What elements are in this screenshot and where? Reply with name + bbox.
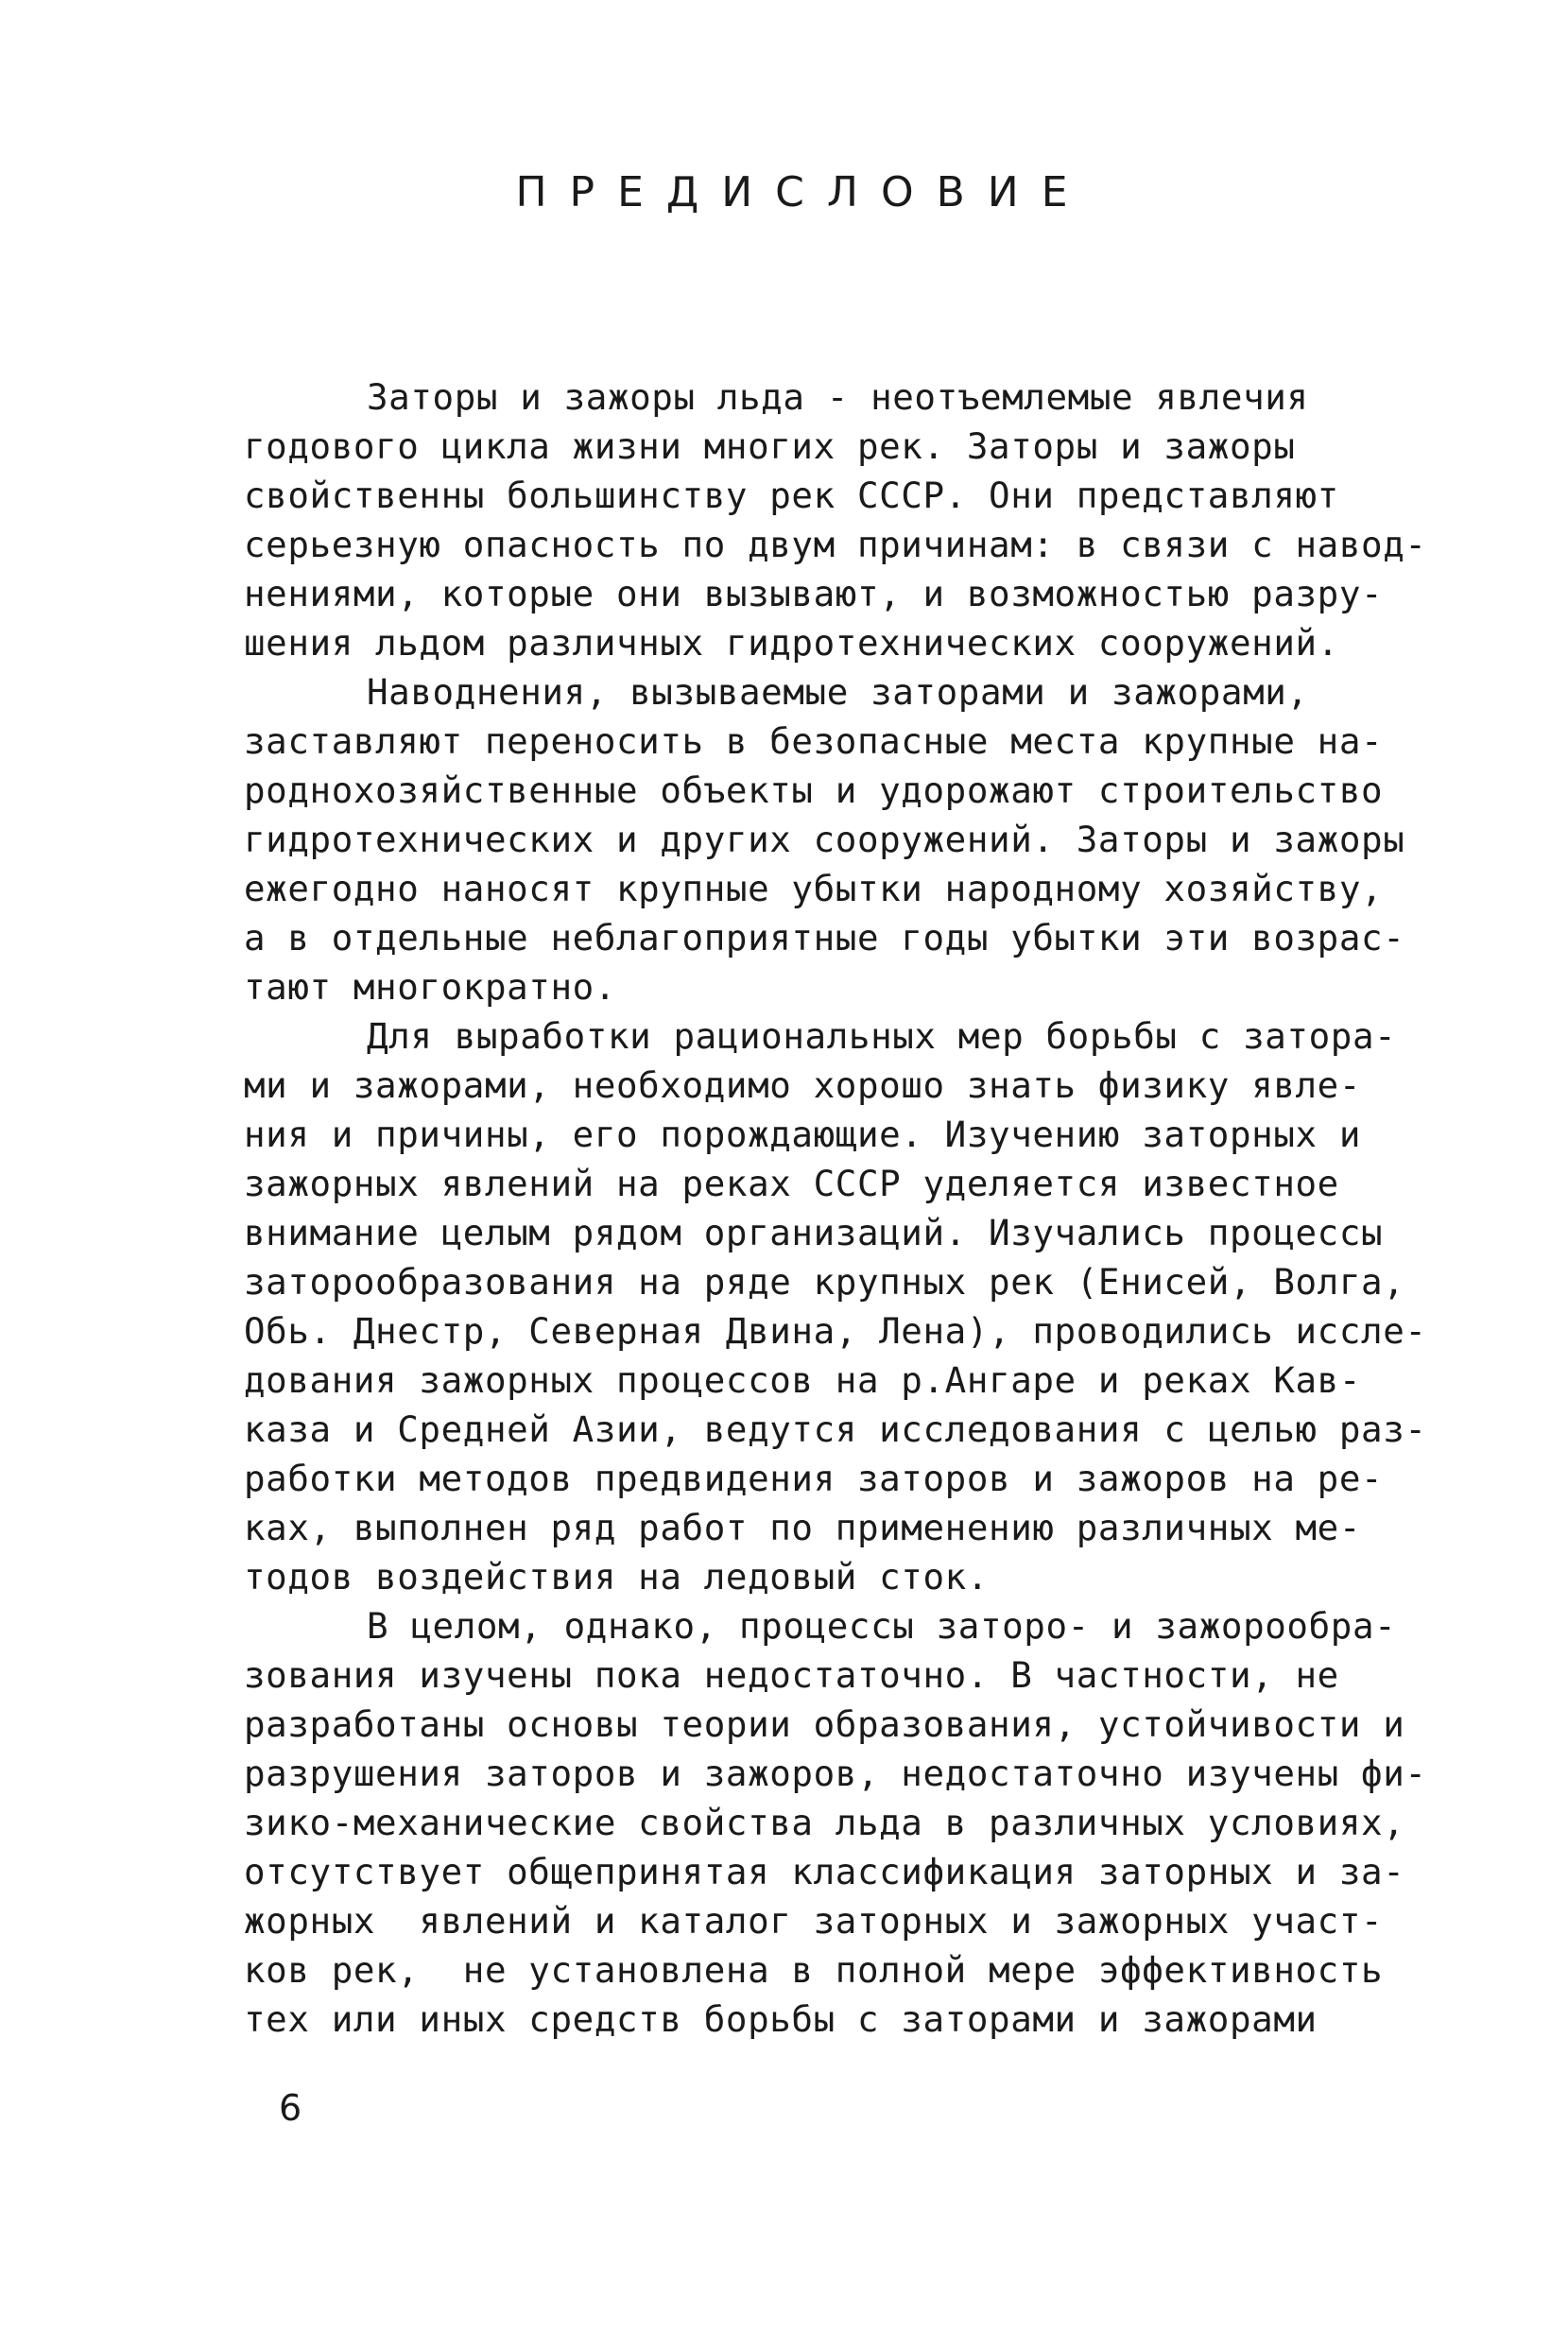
text-line: годового цикла жизни многих рек. Заторы и зажоры [244,425,1296,467]
text-line: дования зажорных процессов на р.Ангаре и реках Кав- [244,1359,1362,1401]
text-line: внимание целым рядом организаций. Изучались процессы [244,1212,1384,1253]
text-line: тают многократно. [244,966,617,1008]
text-line: ния и причины, его порождающие. Изучению заторных и [244,1114,1362,1155]
text-line: зико-механические свойства льда в различных условиях, [244,1802,1405,1843]
text-line: жорных явлений и каталог заторных и зажорных участ- [244,1900,1384,1942]
text-line: шения льдом различных гидротехнических сооружений. [244,622,1339,664]
text-line: отсутствует общепринятая классификация заторных и за- [244,1851,1405,1892]
text-line: нениями, которые они вызывают, и возможностью разру- [244,573,1384,614]
text-line: каза и Средней Азии, ведутся исследования с целью раз- [244,1408,1427,1450]
text-line: серьезную опасность по двум причинам: в связи с навод- [244,524,1427,565]
text-line: зажорных явлений на реках СССР уделяется известное [244,1163,1339,1204]
text-line: тех или иных средств борьбы с заторами и зажорами [244,1998,1318,2040]
text-line: работки методов предвидения заторов и зажоров на ре- [244,1458,1384,1499]
text-line: В целом, однако, процессы заторо- и зажорообра- [367,1605,1397,1647]
text-line: гидротехнических и других сооружений. Заторы и зажоры [244,819,1405,860]
text-line: ков рек, не установлена в полной мере эффективность [244,1949,1384,1991]
text-line: тодов воздействия на ледовый сток. [244,1556,990,1598]
text-line: ках, выполнен ряд работ по применению различных ме- [244,1507,1362,1548]
text-line: Заторы и зажоры льда - неотъемлемые явлечия [367,376,1309,418]
text-line: а в отдельные неблагоприятные годы убытки эти возрас- [244,917,1405,959]
page-heading: ПРЕДИСЛОВИЕ [515,168,1091,216]
text-line: разработаны основы теории образования, устойчивости и [244,1703,1405,1745]
text-line: ежегодно наносят крупные убытки народному хозяйству, [244,868,1384,909]
text-line: свойственны большинству рек СССР. Они представляют [244,475,1339,516]
text-line: Наводнения, вызываемые заторами и зажорами, [367,671,1309,713]
text-line: зования изучены пока недостаточно. В частности, не [244,1654,1339,1696]
text-line: заставляют переносить в безопасные места крупные на- [244,720,1384,762]
text-line: Обь. Днестр, Северная Двина, Лена), проводились иссле- [244,1310,1427,1352]
text-line: роднохозяйственные объекты и удорожают строительство [244,769,1384,811]
text-line: заторообразования на ряде крупных рек (Енисей, Волга, [244,1261,1405,1303]
page-number: 6 [279,2087,302,2129]
text-line: Для выработки рациональных мер борьбы с затора- [367,1015,1397,1057]
text-line: разрушения заторов и зажоров, недостаточно изучены фи- [244,1753,1427,1794]
text-line: ми и зажорами, необходимо хорошо знать физику явле- [244,1064,1362,1106]
